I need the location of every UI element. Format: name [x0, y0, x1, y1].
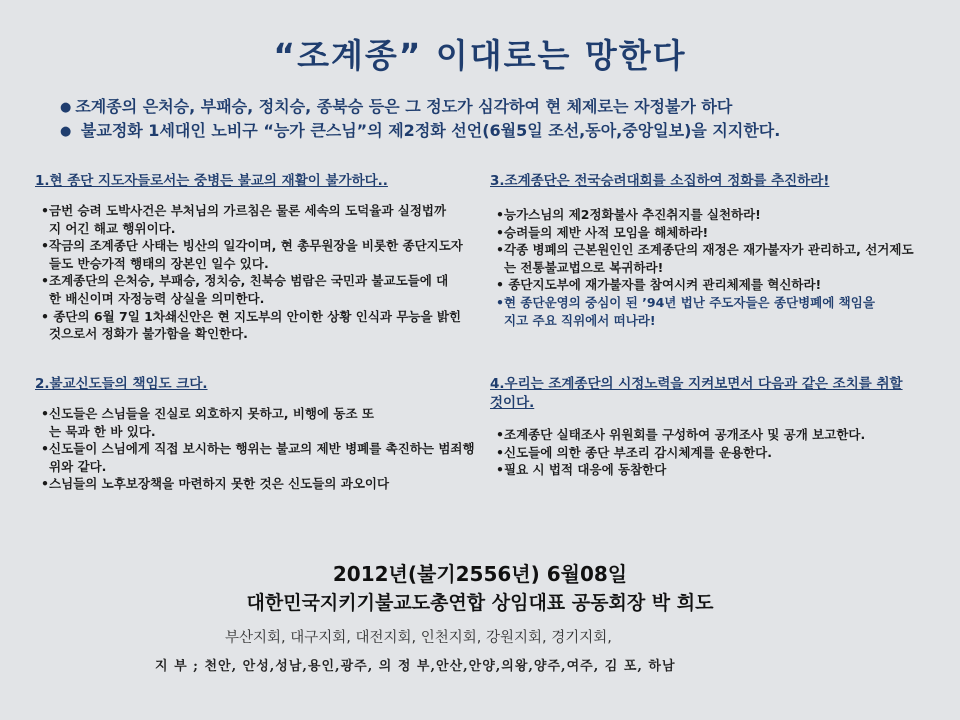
- section-2: [35, 375, 500, 493]
- issue-date: 2012년(불기2556년) 6월08일: [332, 562, 628, 586]
- section-title: 1.현 종단 지도자들로서는 중병든 불교의 재활이 불가하다..: [35, 173, 388, 189]
- list-item: • 종단지도부에 재가불자를 참여시켜 관리체제를 혁신하라!: [496, 277, 822, 293]
- intro-text: 불교정화 1세대인 노비구 “능가 큰스님”의 제2정화 선언(6월5일 조선,동아,중앙일보)을 지지한다.: [75, 121, 781, 140]
- section-title: 3.조계종단은 전국승려대회를 소집하여 정화를 추진하라!: [490, 173, 830, 189]
- list-item: •각종 병폐의 근본원인인 조계종단의 재정은 재가불자가 관리하고, 선거제도는 전통불교법으로 복귀하라!: [496, 242, 914, 275]
- intro-text: 조계종의 은처승, 부패승, 정치승, 종북승 등은 그 정도가 심각하여 현 체제로는 자정불가 하다: [75, 97, 733, 116]
- list-item: •금번 승려 도박사건은 부처님의 가르침은 물론 세속의 도덕율과 실정법까지 어긴 해교 행위이다.: [41, 203, 447, 236]
- list-item: •능가스님의 제2정화불사 추진취지를 실천하라!: [496, 207, 761, 222]
- list-item: •조계종단의 은처승, 부패승, 정치승, 친북승 범람은 국민과 불교도들에 대한 배신이며 자정능력 상실을 의미한다.: [41, 273, 449, 306]
- intro-block: [60, 95, 940, 143]
- bullet-icon: ●: [60, 124, 72, 139]
- branch-list: 부산지회, 대구지회, 대전지회, 인천지회, 강원지회, 경기지회,: [225, 630, 612, 646]
- list-item: •신도들이 스님에게 직접 보시하는 행위는 불교의 제반 병폐를 촉진하는 범죄행위와 같다.: [41, 441, 475, 474]
- section-title: 4.우리는 조계종단의 시정노력을 지켜보면서 다음과 같은 조치를 취할 것이다.: [490, 376, 903, 411]
- list-item: •현 종단운영의 중심이 된 ’94년 법난 주도자들은 종단병폐에 책임을 지고 주요 직위에서 떠나라!: [496, 294, 875, 328]
- list-item: •신도들은 스님들을 진실로 외호하지 못하고, 비행에 동조 또는 묵과 한 바 있다.: [41, 406, 375, 439]
- section-1: [35, 172, 475, 343]
- list-item: •신도들에 의한 종단 부조리 감시체계를 운용한다.: [496, 444, 772, 460]
- list-item: •승려들의 제반 사적 모임을 해체하라!: [496, 224, 709, 240]
- sub-branch-list: 지 부 ; 천안, 안성,성남,용인,광주, 의 정 부,안산,안양,의왕,양주,여주, 김 포, 하남: [155, 659, 676, 674]
- page-title: “조계종” 이대로는 망한다: [273, 36, 687, 75]
- list-item: •조계종단 실태조사 위원회를 구성하여 공개조사 및 공개 보고한다.: [496, 427, 866, 442]
- section-title: 2.불교신도들의 책임도 크다.: [35, 376, 208, 392]
- list-item: • 종단의 6월 7일 1차쇄신안은 현 지도부의 안이한 상황 인식과 무능을 밝힌 것으로서 정화가 불가함을 확인한다.: [41, 308, 462, 342]
- section-4: [490, 375, 930, 479]
- section-3: [490, 172, 940, 329]
- list-item: •스님들의 노후보장책을 마련하지 못한 것은 신도들의 과오이다: [41, 476, 390, 492]
- intro-line-1: [60, 95, 940, 119]
- bullet-icon: ●: [60, 100, 72, 115]
- list-item: •작금의 조계종단 사태는 빙산의 일각이며, 현 총무원장을 비롯한 종단지도자들도 반승가적 행태의 장본인 일수 있다.: [41, 238, 463, 271]
- intro-line-2: [60, 119, 940, 143]
- signatory: 대한민국지키기불교도총연합 상임대표 공동회장 박 희도: [246, 592, 714, 614]
- list-item: •필요 시 법적 대응에 동참한다: [496, 462, 667, 478]
